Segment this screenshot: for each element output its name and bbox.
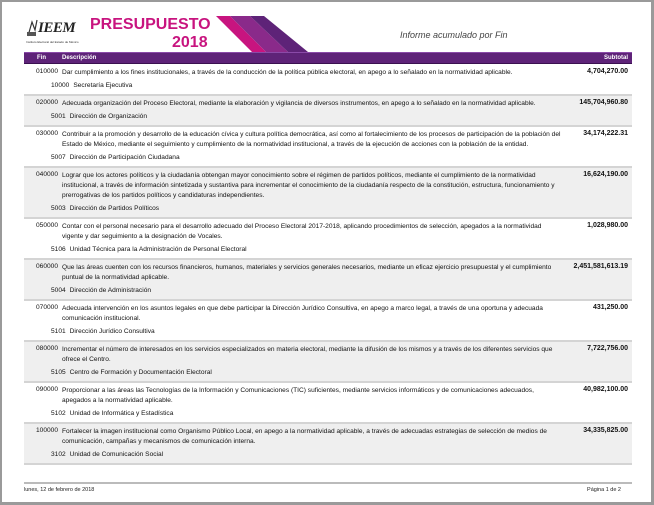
fin-description: Fortalecer la imagen institucional como Organismo Público Local, en apego a la normatividad aplicable, a través de adecuadas estrategias de selección de medios de comunicación, campañas y mecanismos de comunicación interna. [62, 428, 547, 445]
responsible-unit [51, 203, 632, 214]
responsible-unit [51, 152, 632, 163]
fin-code: 010000 [35, 68, 58, 75]
column-subtotal: Subtotal [604, 55, 628, 61]
fin-code: 080000 [35, 345, 58, 352]
table-body [24, 65, 632, 465]
responsible-unit [51, 326, 632, 337]
fin-code: 030000 [35, 130, 58, 137]
fin-code: 040000 [35, 171, 58, 178]
fin-code: 050000 [35, 222, 58, 229]
fin-code: 090000 [35, 386, 58, 393]
fin-description: Lograr que los actores políticos y la ciudadanía obtengan mayor conocimiento sobre el régimen de partidos políticos, mediante el cumplimiento de la normatividad institucional, a través de información sintetizada y sustantiva para incrementar el conocimiento de la ciudadanía respecto de la constitución, estructura, funcionamiento y prerrogativas de los partidos políticos y candidaturas independientes. [62, 172, 555, 199]
unit-code: 5001 [51, 113, 66, 120]
unit-code: 5004 [51, 287, 66, 294]
unit-name: Unidad de Informática y Estadística [69, 410, 174, 417]
logo-text: IEEM [38, 20, 76, 36]
table-row [24, 383, 632, 424]
table-row [24, 96, 632, 127]
fin-description: Proporcionar a las áreas las Tecnologías de la Información y Comunicaciones (TIC) suficientes, mediante servicios informáticos y de comunicaciones adecuados, apegados a la normatividad aplicable. [62, 387, 534, 404]
footer-date: lunes, 12 de febrero de 2018 [24, 487, 95, 493]
unit-name: Dirección de Participación Ciudadana [69, 154, 180, 161]
subtotal-value: 40,982,100.00 [583, 386, 628, 393]
brand-title: PRESUPUESTO [90, 16, 211, 33]
responsible-unit [51, 367, 632, 378]
brand-year: 2018 [172, 34, 208, 51]
table-row [24, 424, 632, 465]
responsible-unit [51, 408, 632, 419]
unit-code: 5105 [51, 369, 66, 376]
unit-code: 5003 [51, 205, 66, 212]
responsible-unit [51, 80, 632, 91]
unit-name: Dirección de Administración [69, 287, 152, 294]
responsible-unit [51, 244, 632, 255]
subtotal-value: 7,722,756.00 [587, 345, 628, 352]
table-row [24, 260, 632, 301]
emblem-icon [26, 18, 38, 38]
subtotal-value: 16,624,190.00 [583, 171, 628, 178]
unit-code: 10000 [51, 82, 70, 89]
report-title: Informe acumulado por Fin [400, 30, 508, 40]
unit-code: 5101 [51, 328, 66, 335]
fin-code: 070000 [35, 304, 58, 311]
column-descripcion: Descripción [62, 55, 97, 61]
fin-code: 060000 [35, 263, 58, 270]
responsible-unit [51, 111, 632, 122]
unit-code: 5007 [51, 154, 66, 161]
unit-name: Centro de Formación y Documentación Electoral [69, 369, 212, 376]
footer-divider [24, 482, 632, 484]
table-row [24, 65, 632, 96]
responsible-unit [51, 285, 632, 296]
table-row [24, 301, 632, 342]
subtotal-value: 2,451,581,613.19 [573, 263, 628, 270]
fin-description: Que las áreas cuenten con los recursos financieros, humanos, materiales y servicios generales necesarios, mediante un eficaz ejercicio presupuestal y el cumplimiento puntual de la normatividad aplicable. [62, 264, 552, 281]
fin-description: Contar con el personal necesario para el desarrollo adecuado del Proceso Electoral 2017-2018, aplicando procedimientos de selección, apegados a la normatividad vigente y dar seguimiento a la designación de Vocales. [62, 223, 542, 240]
fin-description: Adecuada intervención en los asuntos legales en que debe participar la Dirección Jurídico Consultiva, en apego a marco legal, a través de una oportuna y adecuada comunicación institucional. [62, 305, 543, 322]
table-row [24, 219, 632, 260]
subtotal-value: 431,250.00 [592, 304, 628, 311]
logo-subtitle: Instituto Electoral del Estado de México [26, 40, 79, 44]
subtotal-value: 34,335,825.00 [583, 427, 628, 434]
table-row [24, 342, 632, 383]
brand-stripes-decoration [216, 16, 316, 52]
table-header [24, 52, 632, 64]
unit-name: Unidad de Comunicación Social [69, 451, 164, 458]
unit-code: 5106 [51, 246, 66, 253]
fin-description: Dar cumplimiento a los fines institucionales, a través de la conducción de la política pública electoral, en apego a lo señalado en la normatividad aplicable. [62, 69, 513, 76]
ieem-logo [26, 16, 88, 50]
table-row [24, 168, 632, 219]
unit-name: Dirección de Organización [69, 113, 148, 120]
fin-code: 020000 [35, 99, 58, 106]
unit-name: Dirección Jurídico Consultiva [69, 328, 155, 335]
unit-name: Secretaría Ejecutiva [73, 82, 133, 89]
subtotal-value: 4,704,270.00 [587, 68, 628, 75]
unit-code: 3102 [51, 451, 66, 458]
subtotal-value: 1,028,980.00 [587, 222, 628, 229]
fin-description: Incrementar el número de interesados en los servicios especializados en materia electoral, mediante la difusión de los mismos y a través de los diferentes servicios que ofrece el Centro. [62, 346, 553, 363]
fin-description: Contribuir a la promoción y desarrollo de la educación cívica y cultura política democrática, así como al fortalecimiento de los procesos de participación de la población del Estado de México, mediante el seguimiento y cumplimiento de la normatividad institucional, a través de la ejecución de acciones con la población de la entidad. [62, 131, 561, 148]
table-row [24, 127, 632, 168]
column-fin: Fin [37, 55, 46, 61]
page-number: Página 1 de 2 [587, 487, 621, 493]
unit-code: 5102 [51, 410, 66, 417]
responsible-unit [51, 449, 632, 460]
fin-description: Adecuada organización del Proceso Electoral, mediante la elaboración y vigilancia de diversos instrumentos, en apego a lo señalado en la normatividad aplicable. [62, 100, 536, 107]
subtotal-value: 34,174,222.31 [583, 130, 628, 137]
unit-name: Unidad Técnica para la Administración de Personal Electoral [69, 246, 247, 253]
fin-code: 100000 [35, 427, 58, 434]
unit-name: Dirección de Partidos Políticos [69, 205, 160, 212]
subtotal-value: 145,704,960.80 [579, 99, 628, 106]
